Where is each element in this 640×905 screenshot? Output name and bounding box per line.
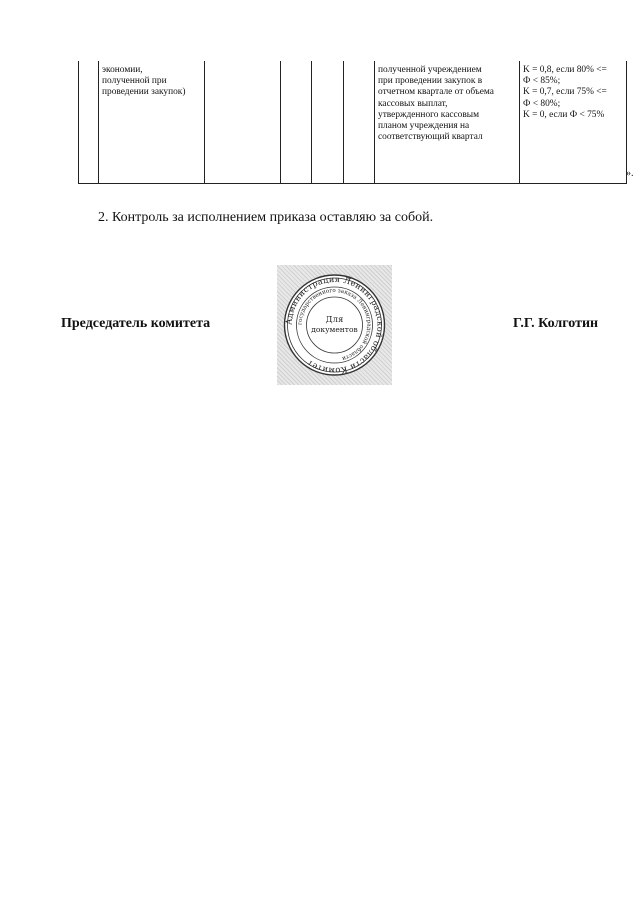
table-cell-indicator-name: экономии, полученной при проведении закупок)	[99, 61, 205, 184]
table-cell-empty	[312, 61, 344, 184]
seal-center-text-line1: Для	[325, 315, 344, 325]
seal-inner-ring-text: государственного заказа Ленинградской области	[297, 287, 372, 362]
table-row	[79, 61, 627, 184]
signatory-name: Г.Г. Колготин	[513, 316, 599, 331]
seal-center-text-line2: документов	[311, 325, 358, 334]
table-closing-quote: ».	[626, 168, 634, 179]
seal-outer-ring-text: Администрация Ленинградской области Комитет	[283, 273, 386, 377]
requirements-table-continuation	[78, 61, 627, 184]
table-cell-calculation-description: полученной учреждением при проведении закупок в отчетном квартале от объема кассовых выплат, утвержденного кассовым планом учреждения на соответствующий квартал	[375, 61, 520, 184]
signatory-title: Председатель комитета	[61, 316, 211, 331]
table-cell-empty	[281, 61, 312, 184]
order-item-2: 2. Контроль за исполнением приказа оставляю за собой.	[98, 210, 434, 225]
table-cell-coefficient-rules: K = 0,8, если 80% <= Ф < 85%; K = 0,7, если 75% <= Ф < 80%; K = 0, если Ф < 75%	[520, 61, 627, 184]
table-cell-empty	[344, 61, 375, 184]
table-cell-empty	[205, 61, 281, 184]
table-cell-number	[79, 61, 99, 184]
official-seal	[277, 265, 392, 385]
seal-stamp-graphic	[277, 265, 392, 385]
